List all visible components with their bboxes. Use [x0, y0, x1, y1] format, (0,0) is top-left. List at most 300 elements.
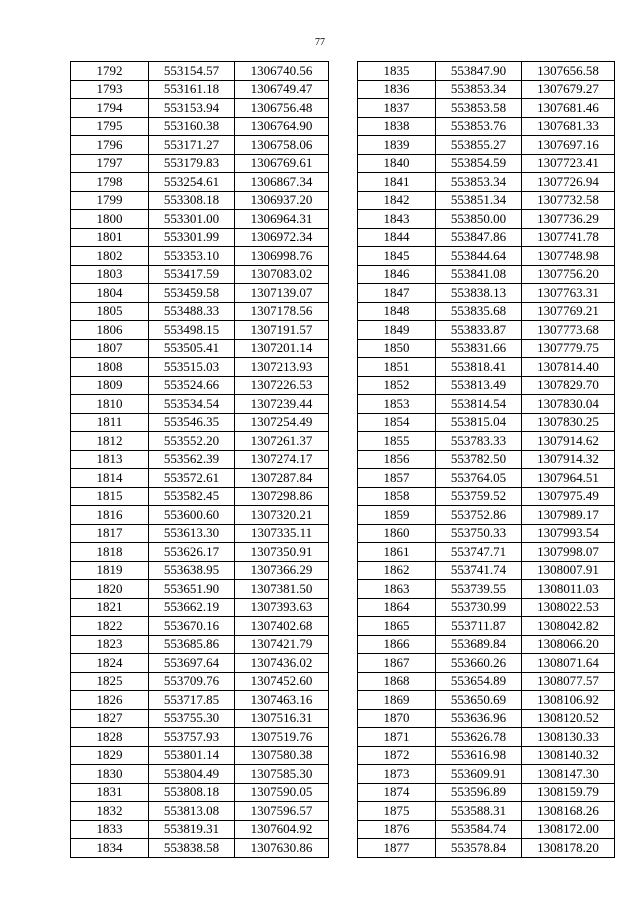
x-coordinate-cell: 553685.86 [149, 635, 235, 654]
table-row [71, 469, 329, 488]
y-coordinate-cell: 1307748.98 [522, 247, 615, 266]
table-row [358, 691, 615, 710]
table-row [358, 746, 615, 765]
y-coordinate-cell: 1307213.93 [235, 358, 329, 377]
x-coordinate-cell: 553552.20 [149, 432, 235, 451]
x-coordinate-cell: 553650.69 [436, 691, 522, 710]
point-number-cell: 1830 [71, 765, 149, 784]
y-coordinate-cell: 1307452.60 [235, 672, 329, 691]
point-number-cell: 1829 [71, 746, 149, 765]
table-row [71, 136, 329, 155]
point-number-cell: 1844 [358, 228, 436, 247]
table-row [358, 284, 615, 303]
table-row [358, 173, 615, 192]
y-coordinate-cell: 1308007.91 [522, 561, 615, 580]
y-coordinate-cell: 1307083.02 [235, 265, 329, 284]
x-coordinate-cell: 553711.87 [436, 617, 522, 636]
table-row [71, 154, 329, 173]
y-coordinate-cell: 1308130.33 [522, 728, 615, 747]
point-number-cell: 1856 [358, 450, 436, 469]
point-number-cell: 1800 [71, 210, 149, 229]
x-coordinate-cell: 553804.49 [149, 765, 235, 784]
point-number-cell: 1810 [71, 395, 149, 414]
point-number-cell: 1798 [71, 173, 149, 192]
table-row [358, 321, 615, 340]
point-number-cell: 1845 [358, 247, 436, 266]
y-coordinate-cell: 1307261.37 [235, 432, 329, 451]
x-coordinate-cell: 553831.66 [436, 339, 522, 358]
table-row [358, 802, 615, 821]
x-coordinate-cell: 553835.68 [436, 302, 522, 321]
point-number-cell: 1799 [71, 191, 149, 210]
x-coordinate-cell: 553584.74 [436, 820, 522, 839]
page-number: 77 [315, 37, 325, 48]
point-number-cell: 1806 [71, 321, 149, 340]
y-coordinate-cell: 1307402.68 [235, 617, 329, 636]
x-coordinate-cell: 553818.41 [436, 358, 522, 377]
point-number-cell: 1812 [71, 432, 149, 451]
x-coordinate-cell: 553739.55 [436, 580, 522, 599]
y-coordinate-cell: 1307436.02 [235, 654, 329, 673]
point-number-cell: 1825 [71, 672, 149, 691]
point-number-cell: 1859 [358, 506, 436, 525]
coordinates-table-right-body [358, 62, 615, 858]
y-coordinate-cell: 1307726.94 [522, 173, 615, 192]
point-number-cell: 1842 [358, 191, 436, 210]
table-row [358, 413, 615, 432]
point-number-cell: 1860 [358, 524, 436, 543]
x-coordinate-cell: 553847.90 [436, 62, 522, 81]
point-number-cell: 1797 [71, 154, 149, 173]
point-number-cell: 1801 [71, 228, 149, 247]
table-row [71, 635, 329, 654]
point-number-cell: 1837 [358, 99, 436, 118]
x-coordinate-cell: 553662.19 [149, 598, 235, 617]
y-coordinate-cell: 1307191.57 [235, 321, 329, 340]
x-coordinate-cell: 553808.18 [149, 783, 235, 802]
y-coordinate-cell: 1307830.04 [522, 395, 615, 414]
x-coordinate-cell: 553505.41 [149, 339, 235, 358]
table-row [358, 487, 615, 506]
point-number-cell: 1874 [358, 783, 436, 802]
x-coordinate-cell: 553670.16 [149, 617, 235, 636]
table-row [71, 173, 329, 192]
x-coordinate-cell: 553833.87 [436, 321, 522, 340]
x-coordinate-cell: 553855.27 [436, 136, 522, 155]
table-row [358, 136, 615, 155]
point-number-cell: 1822 [71, 617, 149, 636]
table-row [358, 598, 615, 617]
table-row [71, 543, 329, 562]
point-number-cell: 1808 [71, 358, 149, 377]
table-row [358, 80, 615, 99]
table-row [71, 580, 329, 599]
y-coordinate-cell: 1306758.06 [235, 136, 329, 155]
x-coordinate-cell: 553161.18 [149, 80, 235, 99]
table-row [71, 228, 329, 247]
y-coordinate-cell: 1306749.47 [235, 80, 329, 99]
y-coordinate-cell: 1308172.00 [522, 820, 615, 839]
x-coordinate-cell: 553417.59 [149, 265, 235, 284]
point-number-cell: 1840 [358, 154, 436, 173]
y-coordinate-cell: 1307993.54 [522, 524, 615, 543]
y-coordinate-cell: 1308147.30 [522, 765, 615, 784]
x-coordinate-cell: 553616.98 [436, 746, 522, 765]
table-row [358, 469, 615, 488]
point-number-cell: 1877 [358, 839, 436, 858]
point-number-cell: 1792 [71, 62, 149, 81]
table-row [71, 617, 329, 636]
table-row [358, 247, 615, 266]
point-number-cell: 1817 [71, 524, 149, 543]
point-number-cell: 1870 [358, 709, 436, 728]
table-row [71, 746, 329, 765]
y-coordinate-cell: 1307226.53 [235, 376, 329, 395]
x-coordinate-cell: 553850.00 [436, 210, 522, 229]
y-coordinate-cell: 1307320.21 [235, 506, 329, 525]
table-row [358, 358, 615, 377]
x-coordinate-cell: 553847.86 [436, 228, 522, 247]
table-row [71, 450, 329, 469]
point-number-cell: 1851 [358, 358, 436, 377]
x-coordinate-cell: 553709.76 [149, 672, 235, 691]
point-number-cell: 1876 [358, 820, 436, 839]
table-row [71, 524, 329, 543]
x-coordinate-cell: 553153.94 [149, 99, 235, 118]
y-coordinate-cell: 1307914.32 [522, 450, 615, 469]
y-coordinate-cell: 1307335.11 [235, 524, 329, 543]
table-row [71, 691, 329, 710]
point-number-cell: 1847 [358, 284, 436, 303]
y-coordinate-cell: 1307381.50 [235, 580, 329, 599]
y-coordinate-cell: 1307298.86 [235, 487, 329, 506]
y-coordinate-cell: 1307580.38 [235, 746, 329, 765]
x-coordinate-cell: 553160.38 [149, 117, 235, 136]
table-row [358, 210, 615, 229]
x-coordinate-cell: 553154.57 [149, 62, 235, 81]
x-coordinate-cell: 553841.08 [436, 265, 522, 284]
y-coordinate-cell: 1307989.17 [522, 506, 615, 525]
point-number-cell: 1843 [358, 210, 436, 229]
table-row [71, 506, 329, 525]
table-row [358, 765, 615, 784]
table-row [358, 783, 615, 802]
y-coordinate-cell: 1307178.56 [235, 302, 329, 321]
table-row [71, 561, 329, 580]
y-coordinate-cell: 1307630.86 [235, 839, 329, 858]
point-number-cell: 1857 [358, 469, 436, 488]
table-row [71, 321, 329, 340]
table-row [71, 413, 329, 432]
point-number-cell: 1867 [358, 654, 436, 673]
table-row [358, 450, 615, 469]
x-coordinate-cell: 553636.96 [436, 709, 522, 728]
table-row [358, 839, 615, 858]
x-coordinate-cell: 553308.18 [149, 191, 235, 210]
y-coordinate-cell: 1307830.25 [522, 413, 615, 432]
table-row [71, 376, 329, 395]
table-row [71, 358, 329, 377]
y-coordinate-cell: 1307139.07 [235, 284, 329, 303]
x-coordinate-cell: 553515.03 [149, 358, 235, 377]
y-coordinate-cell: 1307964.51 [522, 469, 615, 488]
x-coordinate-cell: 553783.33 [436, 432, 522, 451]
x-coordinate-cell: 553815.04 [436, 413, 522, 432]
point-number-cell: 1835 [358, 62, 436, 81]
point-number-cell: 1839 [358, 136, 436, 155]
table-row [358, 228, 615, 247]
x-coordinate-cell: 553572.61 [149, 469, 235, 488]
point-number-cell: 1862 [358, 561, 436, 580]
point-number-cell: 1832 [71, 802, 149, 821]
x-coordinate-cell: 553750.33 [436, 524, 522, 543]
x-coordinate-cell: 553651.90 [149, 580, 235, 599]
point-number-cell: 1863 [358, 580, 436, 599]
x-coordinate-cell: 553813.08 [149, 802, 235, 821]
y-coordinate-cell: 1307201.14 [235, 339, 329, 358]
point-number-cell: 1858 [358, 487, 436, 506]
x-coordinate-cell: 553638.95 [149, 561, 235, 580]
table-row [71, 395, 329, 414]
point-number-cell: 1805 [71, 302, 149, 321]
y-coordinate-cell: 1308022.53 [522, 598, 615, 617]
x-coordinate-cell: 553578.84 [436, 839, 522, 858]
y-coordinate-cell: 1308159.79 [522, 783, 615, 802]
point-number-cell: 1793 [71, 80, 149, 99]
x-coordinate-cell: 553801.14 [149, 746, 235, 765]
y-coordinate-cell: 1307723.41 [522, 154, 615, 173]
point-number-cell: 1854 [358, 413, 436, 432]
y-coordinate-cell: 1307829.70 [522, 376, 615, 395]
table-row [358, 302, 615, 321]
x-coordinate-cell: 553819.31 [149, 820, 235, 839]
point-number-cell: 1818 [71, 543, 149, 562]
table-row [358, 524, 615, 543]
point-number-cell: 1816 [71, 506, 149, 525]
x-coordinate-cell: 553844.64 [436, 247, 522, 266]
point-number-cell: 1841 [358, 173, 436, 192]
y-coordinate-cell: 1307779.75 [522, 339, 615, 358]
y-coordinate-cell: 1308106.92 [522, 691, 615, 710]
point-number-cell: 1864 [358, 598, 436, 617]
point-number-cell: 1866 [358, 635, 436, 654]
x-coordinate-cell: 553853.58 [436, 99, 522, 118]
y-coordinate-cell: 1307274.17 [235, 450, 329, 469]
point-number-cell: 1796 [71, 136, 149, 155]
point-number-cell: 1838 [358, 117, 436, 136]
table-row [71, 820, 329, 839]
y-coordinate-cell: 1306972.34 [235, 228, 329, 247]
point-number-cell: 1804 [71, 284, 149, 303]
point-number-cell: 1802 [71, 247, 149, 266]
x-coordinate-cell: 553764.05 [436, 469, 522, 488]
x-coordinate-cell: 553853.34 [436, 80, 522, 99]
x-coordinate-cell: 553600.60 [149, 506, 235, 525]
x-coordinate-cell: 553697.64 [149, 654, 235, 673]
y-coordinate-cell: 1307773.68 [522, 321, 615, 340]
table-row [358, 117, 615, 136]
table-row [71, 432, 329, 451]
point-number-cell: 1794 [71, 99, 149, 118]
point-number-cell: 1846 [358, 265, 436, 284]
point-number-cell: 1873 [358, 765, 436, 784]
table-row [358, 99, 615, 118]
x-coordinate-cell: 553459.58 [149, 284, 235, 303]
x-coordinate-cell: 553741.74 [436, 561, 522, 580]
point-number-cell: 1836 [358, 80, 436, 99]
point-number-cell: 1807 [71, 339, 149, 358]
x-coordinate-cell: 553353.10 [149, 247, 235, 266]
point-number-cell: 1819 [71, 561, 149, 580]
y-coordinate-cell: 1307519.76 [235, 728, 329, 747]
table-row [71, 339, 329, 358]
y-coordinate-cell: 1307679.27 [522, 80, 615, 99]
table-row [71, 247, 329, 266]
point-number-cell: 1868 [358, 672, 436, 691]
y-coordinate-cell: 1307736.29 [522, 210, 615, 229]
point-number-cell: 1795 [71, 117, 149, 136]
y-coordinate-cell: 1307681.33 [522, 117, 615, 136]
point-number-cell: 1826 [71, 691, 149, 710]
x-coordinate-cell: 553851.34 [436, 191, 522, 210]
point-number-cell: 1831 [71, 783, 149, 802]
x-coordinate-cell: 553596.89 [436, 783, 522, 802]
point-number-cell: 1865 [358, 617, 436, 636]
table-row [358, 672, 615, 691]
x-coordinate-cell: 553782.50 [436, 450, 522, 469]
x-coordinate-cell: 553755.30 [149, 709, 235, 728]
x-coordinate-cell: 553853.76 [436, 117, 522, 136]
table-row [358, 432, 615, 451]
table-row [358, 376, 615, 395]
x-coordinate-cell: 553524.66 [149, 376, 235, 395]
x-coordinate-cell: 553752.86 [436, 506, 522, 525]
x-coordinate-cell: 553171.27 [149, 136, 235, 155]
table-row [358, 154, 615, 173]
x-coordinate-cell: 553626.78 [436, 728, 522, 747]
table-row [71, 728, 329, 747]
y-coordinate-cell: 1307656.58 [522, 62, 615, 81]
y-coordinate-cell: 1308066.20 [522, 635, 615, 654]
table-row [358, 395, 615, 414]
table-row [71, 802, 329, 821]
point-number-cell: 1871 [358, 728, 436, 747]
y-coordinate-cell: 1307914.62 [522, 432, 615, 451]
y-coordinate-cell: 1307463.16 [235, 691, 329, 710]
x-coordinate-cell: 553626.17 [149, 543, 235, 562]
y-coordinate-cell: 1308011.03 [522, 580, 615, 599]
point-number-cell: 1828 [71, 728, 149, 747]
x-coordinate-cell: 553488.33 [149, 302, 235, 321]
x-coordinate-cell: 553498.15 [149, 321, 235, 340]
y-coordinate-cell: 1308140.32 [522, 746, 615, 765]
y-coordinate-cell: 1306867.34 [235, 173, 329, 192]
y-coordinate-cell: 1307681.46 [522, 99, 615, 118]
table-row [71, 672, 329, 691]
table-row [358, 617, 615, 636]
x-coordinate-cell: 553689.84 [436, 635, 522, 654]
x-coordinate-cell: 553301.00 [149, 210, 235, 229]
point-number-cell: 1861 [358, 543, 436, 562]
table-row [358, 820, 615, 839]
point-number-cell: 1849 [358, 321, 436, 340]
point-number-cell: 1824 [71, 654, 149, 673]
y-coordinate-cell: 1307254.49 [235, 413, 329, 432]
y-coordinate-cell: 1306756.48 [235, 99, 329, 118]
y-coordinate-cell: 1307732.58 [522, 191, 615, 210]
point-number-cell: 1875 [358, 802, 436, 821]
point-number-cell: 1811 [71, 413, 149, 432]
point-number-cell: 1823 [71, 635, 149, 654]
table-row [71, 117, 329, 136]
y-coordinate-cell: 1308071.64 [522, 654, 615, 673]
x-coordinate-cell: 553730.99 [436, 598, 522, 617]
table-row [358, 191, 615, 210]
point-number-cell: 1815 [71, 487, 149, 506]
point-number-cell: 1834 [71, 839, 149, 858]
point-number-cell: 1813 [71, 450, 149, 469]
x-coordinate-cell: 553546.35 [149, 413, 235, 432]
x-coordinate-cell: 553534.54 [149, 395, 235, 414]
table-row [358, 62, 615, 81]
y-coordinate-cell: 1307585.30 [235, 765, 329, 784]
y-coordinate-cell: 1307769.21 [522, 302, 615, 321]
y-coordinate-cell: 1308120.52 [522, 709, 615, 728]
x-coordinate-cell: 553254.61 [149, 173, 235, 192]
point-number-cell: 1869 [358, 691, 436, 710]
x-coordinate-cell: 553660.26 [436, 654, 522, 673]
y-coordinate-cell: 1307604.92 [235, 820, 329, 839]
y-coordinate-cell: 1306998.76 [235, 247, 329, 266]
point-number-cell: 1814 [71, 469, 149, 488]
x-coordinate-cell: 553838.13 [436, 284, 522, 303]
y-coordinate-cell: 1307814.40 [522, 358, 615, 377]
y-coordinate-cell: 1307366.29 [235, 561, 329, 580]
coordinates-table-left [70, 61, 329, 858]
x-coordinate-cell: 553654.89 [436, 672, 522, 691]
y-coordinate-cell: 1307763.31 [522, 284, 615, 303]
y-coordinate-cell: 1307239.44 [235, 395, 329, 414]
point-number-cell: 1855 [358, 432, 436, 451]
table-row [358, 339, 615, 358]
point-number-cell: 1803 [71, 265, 149, 284]
table-row [71, 80, 329, 99]
y-coordinate-cell: 1307697.16 [522, 136, 615, 155]
table-row [71, 839, 329, 858]
table-row [71, 210, 329, 229]
x-coordinate-cell: 553854.59 [436, 154, 522, 173]
y-coordinate-cell: 1307756.20 [522, 265, 615, 284]
coordinates-table-right [357, 61, 615, 858]
y-coordinate-cell: 1307287.84 [235, 469, 329, 488]
y-coordinate-cell: 1308042.82 [522, 617, 615, 636]
y-coordinate-cell: 1307741.78 [522, 228, 615, 247]
y-coordinate-cell: 1307596.57 [235, 802, 329, 821]
y-coordinate-cell: 1306769.61 [235, 154, 329, 173]
table-row [71, 62, 329, 81]
y-coordinate-cell: 1308077.57 [522, 672, 615, 691]
table-row [358, 561, 615, 580]
table-row [71, 302, 329, 321]
table-row [71, 191, 329, 210]
x-coordinate-cell: 553582.45 [149, 487, 235, 506]
y-coordinate-cell: 1307590.05 [235, 783, 329, 802]
table-row [71, 99, 329, 118]
x-coordinate-cell: 553747.71 [436, 543, 522, 562]
y-coordinate-cell: 1306964.31 [235, 210, 329, 229]
y-coordinate-cell: 1306764.90 [235, 117, 329, 136]
y-coordinate-cell: 1307998.07 [522, 543, 615, 562]
